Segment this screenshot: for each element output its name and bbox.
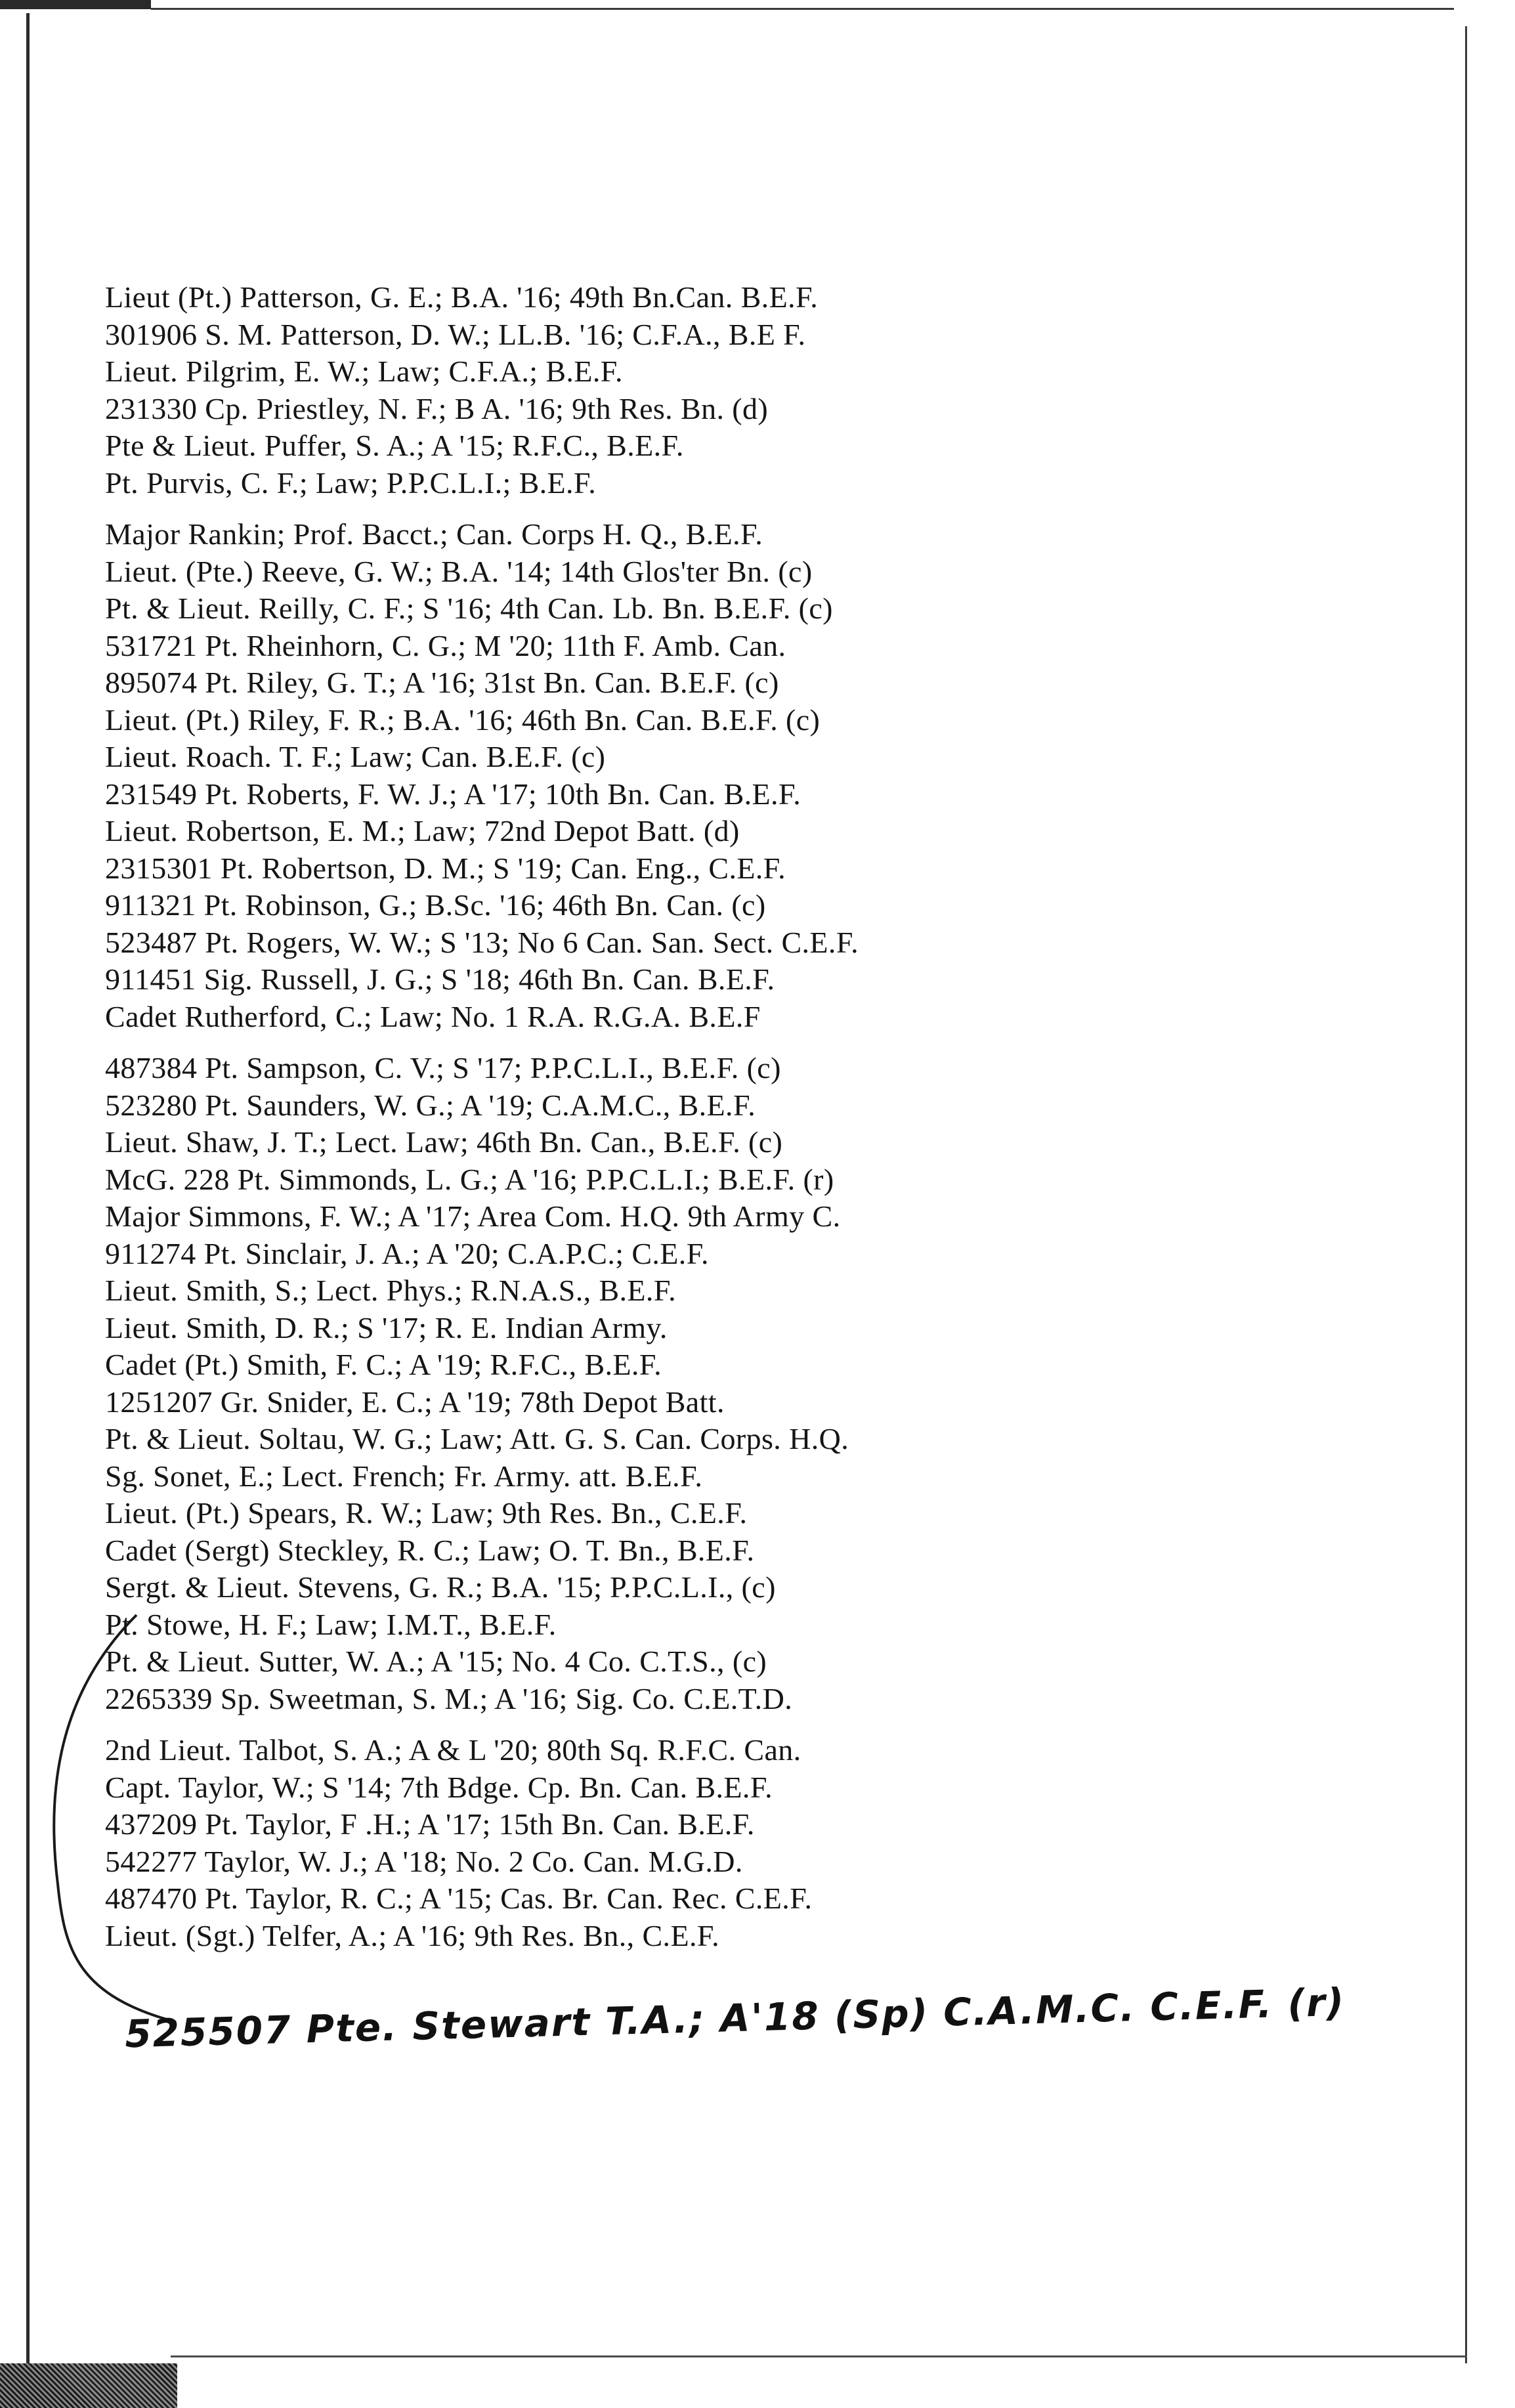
roster-entry: 487470 Pt. Taylor, R. C.; A '15; Cas. Br. Can. Rec. C.E.F. [105,1881,813,1915]
roster-section-t [105,1732,1149,1954]
roster-entry: 301906 S. M. Patterson, D. W.; LL.B. '16; C.F.A., B.E F. [105,317,806,351]
roster-entry: 911274 Pt. Sinclair, J. A.; A '20; C.A.P.C.; C.E.F. [105,1236,709,1270]
roster-entry: 523487 Pt. Rogers, W. W.; S '13; No 6 Can. San. Sect. C.E.F. [105,925,859,959]
roster-entry: Capt. Taylor, W.; S '14; 7th Bdge. Cp. Bn. Can. B.E.F. [105,1770,773,1804]
roster-entry: 1251207 Gr. Snider, E. C.; A '19; 78th Depot Batt. [105,1385,725,1419]
roster-entry: Cadet (Pt.) Smith, F. C.; A '19; R.F.C., B.E.F. [105,1348,662,1381]
roster-entry: 231330 Cp. Priestley, N. F.; B A. '16; 9th Res. Bn. (d) [105,391,769,425]
roster-entry: Lieut (Pt.) Patterson, G. E.; B.A. '16; 49th Bn.Can. B.E.F. [105,280,819,314]
roster-entry: Cadet Rutherford, C.; Law; No. 1 R.A. R.G.A. B.E.F [105,999,761,1033]
roster-entry: Pt. Purvis, C. F.; Law; P.P.C.L.I.; B.E.F. [105,465,597,500]
corner-smudge [0,2363,177,2408]
roster-entry: 895074 Pt. Riley, G. T.; A '16; 31st Bn. Can. B.E.F. (c) [105,666,779,699]
roster-entry: 523280 Pt. Saunders, W. G.; A '19; C.A.M.C., B.E.F. [105,1088,756,1122]
roster-entry: 437209 Pt. Taylor, F .H.; A '17; 15th Bn. Can. B.E.F. [105,1807,755,1841]
roster-entry: Lieut. Smith, S.; Lect. Phys.; R.N.A.S., B.E.F. [105,1274,677,1307]
roster-entry: 2nd Lieut. Talbot, S. A.; A & L '20; 80th Sq. R.F.C. Can. [105,1733,801,1767]
roster-entry: Pt. & Lieut. Soltau, W. G.; Law; Att. G. S. Can. Corps. H.Q. [105,1422,849,1455]
roster-entry: Lieut. (Pt.) Spears, R. W.; Law; 9th Res. Bn., C.E.F. [105,1496,748,1530]
roster-entry: Lieut. Roach. T. F.; Law; Can. B.E.F. (c) [105,740,606,773]
roster-entry: Pt. Stowe, H. F.; Law; I.M.T., B.E.F. [105,1607,557,1641]
roster-entry: Sergt. & Lieut. Stevens, G. R.; B.A. '15; P.P.C.L.I., (c) [105,1570,776,1604]
roster-entry: 487384 Pt. Sampson, C. V.; S '17; P.P.C.L.I., B.E.F. (c) [105,1051,781,1085]
roster-entry: Lieut. Robertson, E. M.; Law; 72nd Depot Batt. (d) [105,814,740,848]
roster-entry: Lieut. Smith, D. R.; S '17; R. E. Indian Army. [105,1310,668,1344]
roster-entry: Pte & Lieut. Puffer, S. A.; A '15; R.F.C., B.E.F. [105,429,684,462]
roster-entry: McG. 228 Pt. Simmonds, L. G.; A '16; P.P.C.L.I.; B.E.F. (r) [105,1162,834,1196]
roster-entry: 911321 Pt. Robinson, G.; B.Sc. '16; 46th Bn. Can. (c) [105,888,766,922]
roster-entry: 231549 Pt. Roberts, F. W. J.; A '17; 10th Bn. Can. B.E.F. [105,777,801,811]
bottom-rule [171,2355,1467,2357]
right-margin-rule [1465,26,1467,2363]
roster-list [105,279,1149,1954]
roster-entry: 911451 Sig. Russell, J. G.; S '18; 46th Bn. Can. B.E.F. [105,962,775,996]
roster-entry: Pt. & Lieut. Sutter, W. A.; A '15; No. 4 Co. C.T.S., (c) [105,1645,767,1678]
handwritten-note: 525507 Pte. Stewart T.A.; A'18 (Sp) C.A.M.C. C.E.F. (r) [124,1979,1346,2057]
roster-entry: Lieut. Shaw, J. T.; Lect. Law; 46th Bn. Can., B.E.F. (c) [105,1125,783,1159]
roster-entry: Lieut. (Pte.) Reeve, G. W.; B.A. '14; 14th Glos'ter Bn. (c) [105,554,813,588]
roster-section-s [105,1050,1149,1717]
roster-section-p [105,279,1149,502]
roster-entry: 531721 Pt. Rheinhorn, C. G.; M '20; 11th F. Amb. Can. [105,628,786,662]
roster-entry: Cadet (Sergt) Steckley, R. C.; Law; O. T. Bn., B.E.F. [105,1533,755,1567]
top-rule [151,8,1454,10]
roster-section-r [105,516,1149,1035]
roster-entry: 542277 Taylor, W. J.; A '18; No. 2 Co. Can. M.G.D. [105,1844,743,1878]
roster-entry: Major Simmons, F. W.; A '17; Area Com. H.Q. 9th Army C. [105,1199,841,1233]
roster-entry: Sg. Sonet, E.; Lect. French; Fr. Army. att. B.E.F. [105,1459,703,1493]
roster-entry: Lieut. (Sgt.) Telfer, A.; A '16; 9th Res. Bn., C.E.F. [105,1918,720,1952]
roster-entry: Pt. & Lieut. Reilly, C. F.; S '16; 4th Can. Lb. Bn. B.E.F. (c) [105,591,833,625]
left-margin-rule [26,13,30,2390]
roster-entry: Lieut. (Pt.) Riley, F. R.; B.A. '16; 46th Bn. Can. B.E.F. (c) [105,702,821,737]
roster-entry: 2315301 Pt. Robertson, D. M.; S '19; Can. Eng., C.E.F. [105,851,786,885]
roster-entry: Major Rankin; Prof. Bacct.; Can. Corps H. Q., B.E.F. [105,517,763,551]
roster-entry: Lieut. Pilgrim, E. W.; Law; C.F.A.; B.E.F. [105,355,623,388]
roster-entry: 2265339 Sp. Sweetman, S. M.; A '16; Sig. Co. C.E.T.D. [105,1681,793,1715]
